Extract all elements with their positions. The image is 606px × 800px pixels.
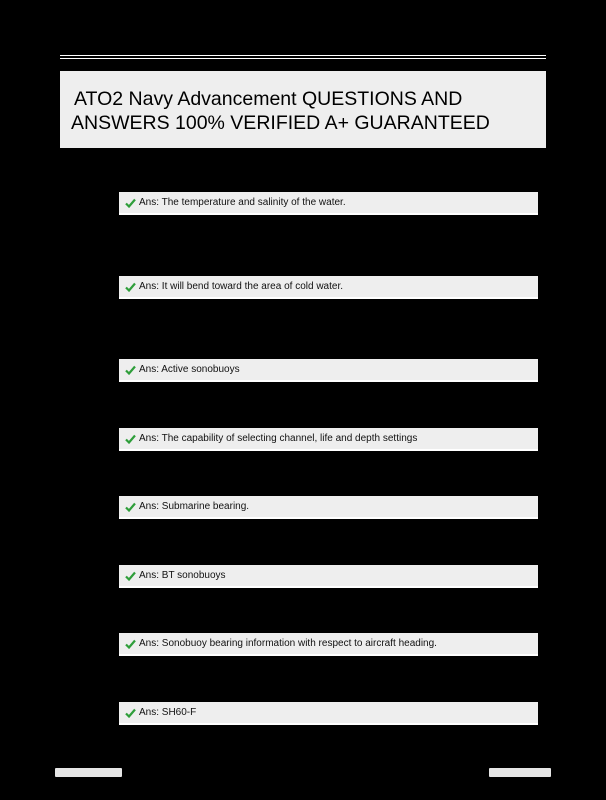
- answer-text: Ans: It will bend toward the area of cold water.: [139, 281, 343, 292]
- answer-bar-4: [119, 428, 538, 451]
- document-title: [72, 87, 536, 135]
- title-line-1: ATO2 Navy Advancement QUESTIONS AND: [74, 88, 463, 110]
- check-icon: [125, 639, 136, 649]
- check-icon: [125, 434, 136, 444]
- title-line-2: ANSWERS 100% VERIFIED A+ GUARANTEED: [71, 112, 490, 134]
- answer-bar-5: [119, 496, 538, 519]
- check-icon: [125, 571, 136, 581]
- check-icon: [125, 708, 136, 718]
- answer-text: Ans: SH60-F: [139, 707, 197, 718]
- answer-text: Ans: The capability of selecting channel, life and depth settings: [139, 433, 418, 444]
- answer-bar-1: [119, 192, 538, 215]
- check-icon: [125, 282, 136, 292]
- check-icon: [125, 198, 136, 208]
- footer-right-blurred: [489, 768, 551, 777]
- answer-bar-3: [119, 359, 538, 382]
- answer-bar-7: [119, 633, 538, 656]
- check-icon: [125, 365, 136, 375]
- answer-text: Ans: BT sonobuoys: [139, 570, 226, 581]
- answer-bar-2: [119, 276, 538, 299]
- answer-text: Ans: The temperature and salinity of the water.: [139, 197, 346, 208]
- answer-bar-8: [119, 702, 538, 725]
- footer-left-blurred: [55, 768, 122, 777]
- title-box: [60, 71, 546, 148]
- answer-text: Ans: Active sonobuoys: [139, 364, 240, 375]
- answer-bar-6: [119, 565, 538, 588]
- answer-text: Ans: Submarine bearing.: [139, 501, 250, 512]
- top-rule: [60, 55, 546, 59]
- check-icon: [125, 502, 136, 512]
- answer-text: Ans: Sonobuoy bearing information with respect to aircraft heading.: [139, 638, 437, 649]
